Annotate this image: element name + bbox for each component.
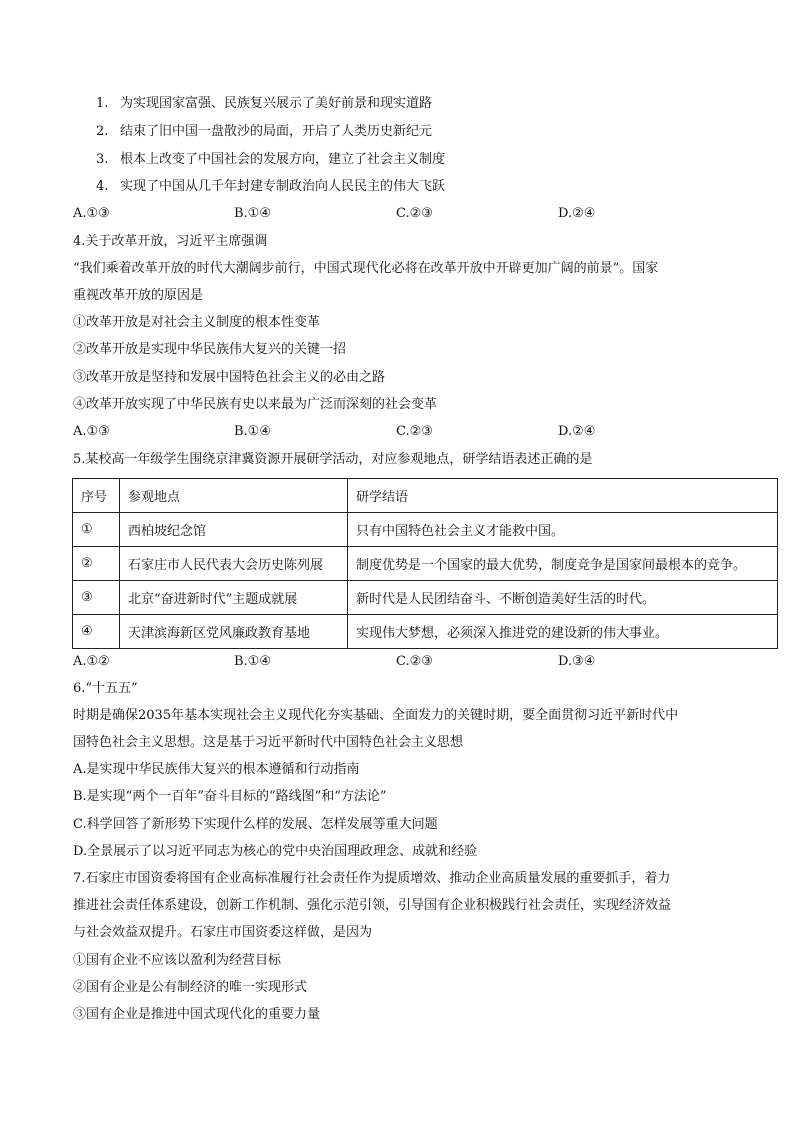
- col-header: 研学结语: [348, 479, 778, 513]
- table-cell: ③: [73, 581, 120, 615]
- choice-c: C.科学回答了新形势下实现什么样的发展、怎样发展等重大问题: [73, 817, 438, 832]
- q5-options: [73, 654, 713, 670]
- q5-stem: 5.某校高一年级学生围绕京津冀资源开展研学活动，对应参观地点，研学结语表述正确的是: [73, 452, 593, 467]
- option-b: B.①④: [234, 654, 271, 669]
- choice-d: D.全景展示了以习近平同志为核心的党中央治国理政理念、成就和经验: [73, 844, 478, 859]
- q7-stem-cont: 推进社会责任体系建设，创新工作机制、强化示范引领，引导国有企业积极践行社会责任，实现经济效益: [73, 898, 672, 913]
- table-cell: ①: [73, 513, 120, 547]
- q4-options: [73, 424, 713, 440]
- option-d: D.②④: [558, 424, 596, 439]
- table-cell: ④: [73, 615, 120, 649]
- list-item: 3. 根本上改变了中国社会的发展方向，建立了社会主义制度: [96, 152, 446, 167]
- q7-stem-cont: 与社会效益双提升。石家庄市国资委这样做，是因为: [73, 925, 373, 940]
- table-header-row: [73, 479, 778, 513]
- col-header: 参观地点: [120, 479, 348, 513]
- statement: ③国有企业是推进中国式现代化的重要力量: [73, 1007, 321, 1022]
- col-header: 序号: [73, 479, 120, 513]
- table-cell: 实现伟大梦想，必须深入推进党的建设新的伟大事业。: [348, 615, 778, 649]
- table-cell: 只有中国特色社会主义才能救中国。: [348, 513, 778, 547]
- choice-a: A.是实现中华民族伟大复兴的根本遵循和行动指南: [73, 762, 360, 777]
- option-d: D.②④: [558, 206, 596, 221]
- statement: ②改革开放是实现中华民族伟大复兴的关键一招: [73, 342, 347, 357]
- table-cell: ②: [73, 547, 120, 581]
- option-a: A.①③: [73, 206, 110, 221]
- q6-stem-cont: 国特色社会主义思想。这是基于习近平新时代中国特色社会主义思想: [73, 735, 464, 750]
- option-c: C.②③: [396, 206, 433, 221]
- statement: ②国有企业是公有制经济的唯一实现形式: [73, 980, 308, 995]
- research-table: [72, 478, 778, 649]
- table-row: [73, 581, 778, 615]
- table-cell: 西柏坡纪念馆: [120, 513, 348, 547]
- table-row: [73, 513, 778, 547]
- statement: ①改革开放是对社会主义制度的根本性变革: [73, 315, 321, 330]
- choice-b: B.是实现“两个一百年”奋斗目标的“路线图”和“方法论”: [73, 789, 387, 804]
- option-a: A.①②: [73, 654, 110, 669]
- table-cell: 北京“奋进新时代”主题成就展: [120, 581, 348, 615]
- q4-stem: 4.关于改革开放，习近平主席强调: [73, 234, 268, 249]
- q6-stem: 6.“十五五”: [73, 681, 138, 696]
- option-c: C.②③: [396, 654, 433, 669]
- table-cell: 制度优势是一个国家的最大优势，制度竞争是国家间最根本的竞争。: [348, 547, 778, 581]
- q4-quote: “我们乘着改革开放的时代大潮阔步前行，中国式现代化必将在改革开放中开辟更加广阔的前景”。国家: [73, 261, 659, 276]
- table-row: [73, 547, 778, 581]
- q6-stem-cont: 时期是确保2035年基本实现社会主义现代化夯实基础、全面发力的关键时期，要全面贯彻习近平新时代中: [73, 708, 679, 723]
- option-b: B.①④: [234, 424, 271, 439]
- option-d: D.③④: [558, 654, 596, 669]
- list-item: 1. 为实现国家富强、民族复兴展示了美好前景和现实道路: [96, 96, 433, 111]
- table-cell: 新时代是人民团结奋斗、不断创造美好生活的时代。: [348, 581, 778, 615]
- list-item: 2. 结束了旧中国一盘散沙的局面，开启了人类历史新纪元: [96, 124, 433, 139]
- q3-options: [73, 206, 713, 222]
- table-cell: 石家庄市人民代表大会历史陈列展: [120, 547, 348, 581]
- option-a: A.①③: [73, 424, 110, 439]
- statement: ④改革开放实现了中华民族有史以来最为广泛而深刻的社会变革: [73, 397, 438, 412]
- table-cell: 天津滨海新区党风廉政教育基地: [120, 615, 348, 649]
- table-row: [73, 615, 778, 649]
- statement: ①国有企业不应该以盈利为经营目标: [73, 953, 282, 968]
- q7-stem: 7.石家庄市国资委将国有企业高标准履行社会责任作为提质增效、推动企业高质量发展的重要抓手，着力: [73, 871, 671, 886]
- statement: ③改革开放是坚持和发展中国特色社会主义的必由之路: [73, 370, 386, 385]
- q4-quote-cont: 重视改革开放的原因是: [73, 288, 204, 303]
- option-b: B.①④: [234, 206, 271, 221]
- list-item: 4. 实现了中国从几千年封建专制政治向人民民主的伟大飞跃: [96, 179, 446, 194]
- option-c: C.②③: [396, 424, 433, 439]
